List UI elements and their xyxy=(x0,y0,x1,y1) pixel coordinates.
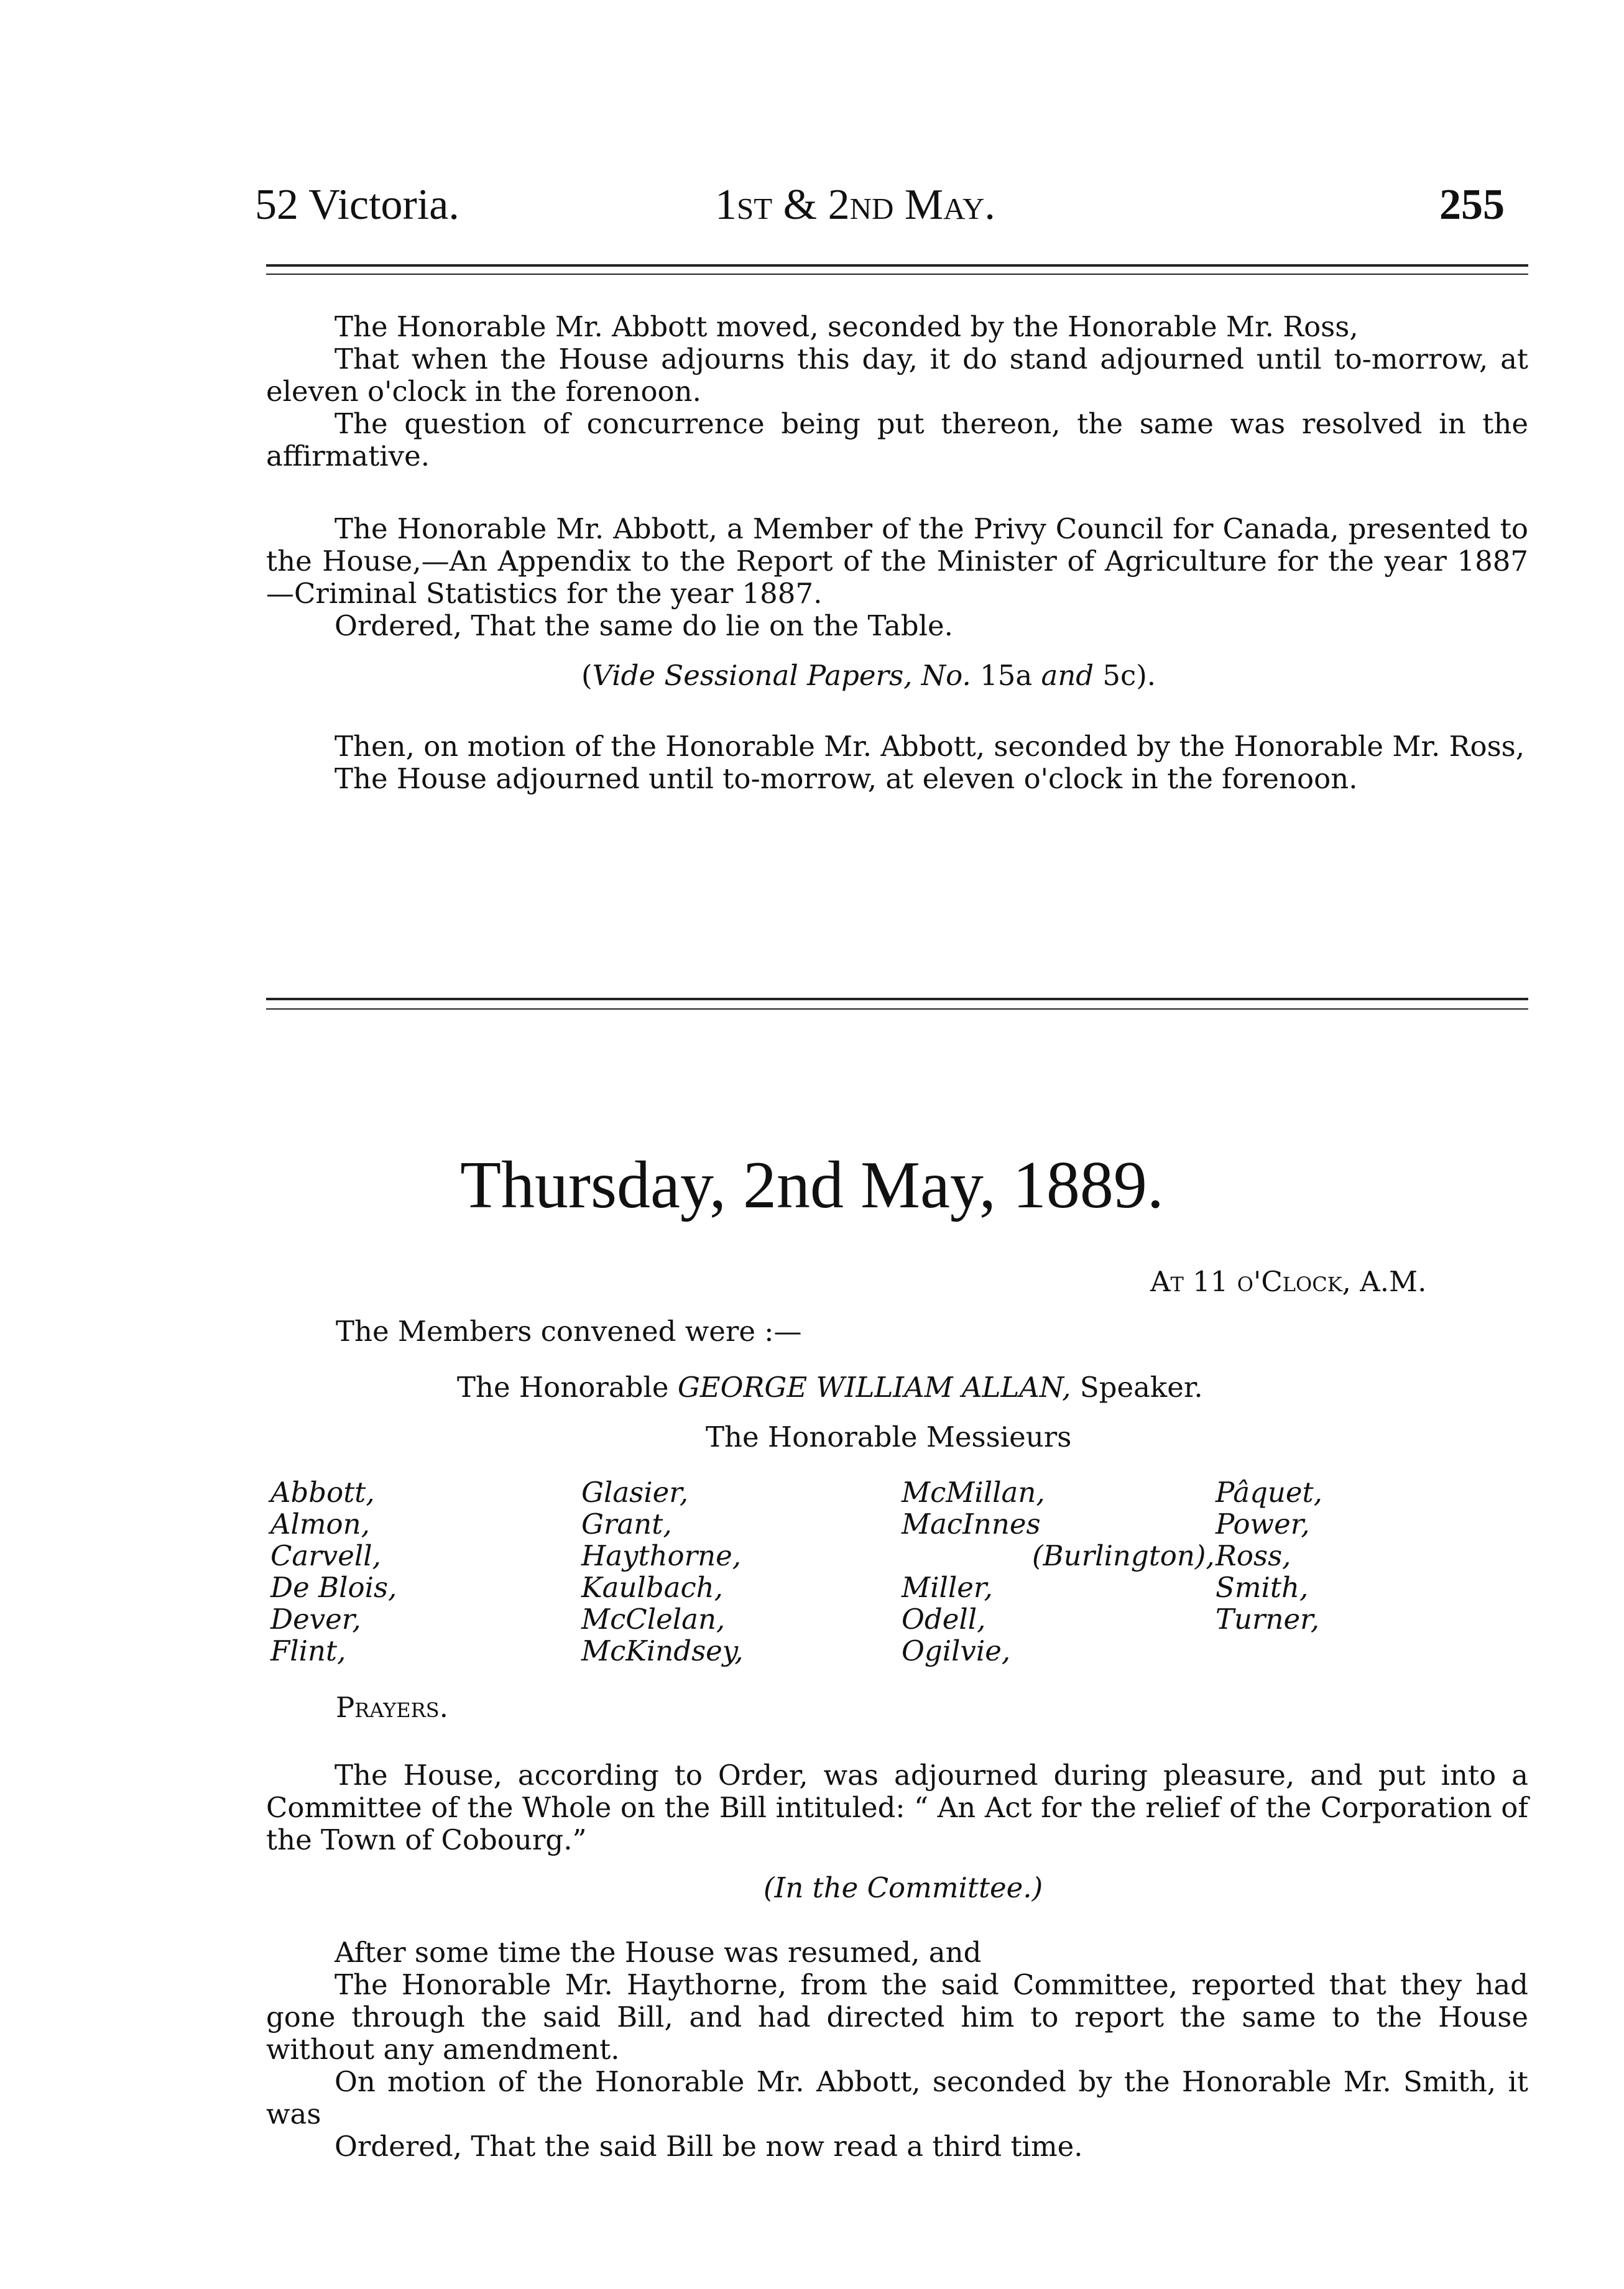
member-name: Glasier, xyxy=(581,1476,689,1509)
member-name: Miller, xyxy=(902,1571,993,1604)
paragraph: Ordered, That the said Bill be now read a third time. xyxy=(334,2130,1083,2163)
member-name: Pâquet, xyxy=(1216,1476,1322,1509)
members-column-3 xyxy=(902,1476,1215,1667)
member-name: Haythorne, xyxy=(581,1539,742,1572)
paragraph: The House, according to Order, was adjourned during pleasure, and put into a Committee of the Whole on the Bill intituled: “ An Act for the relief of the Corporation of the Town of Cobourg.” xyxy=(266,1759,1528,1856)
running-head-left: 52 Victoria. xyxy=(255,181,459,229)
vide-and: and xyxy=(1041,659,1094,692)
section-house-adjourned xyxy=(266,730,1528,795)
paragraph: Ordered, That the same do lie on the Table. xyxy=(334,609,953,642)
speaker-suffix: Speaker. xyxy=(1079,1371,1203,1404)
member-name: Almon, xyxy=(270,1508,370,1541)
members-column-2 xyxy=(581,1476,744,1667)
members-column-4 xyxy=(1216,1476,1322,1635)
sitting-date-title: Thursday, 2nd May, 1889. xyxy=(460,1148,1164,1222)
vide-sessional-papers xyxy=(581,659,1156,692)
section-adjournment-motion xyxy=(266,311,1528,472)
member-name: De Blois, xyxy=(270,1571,397,1604)
member-name: Dever, xyxy=(270,1603,361,1636)
members-convened-label: The Members convened were :— xyxy=(336,1315,802,1348)
sitting-time: At 11 o'Clock, A.M. xyxy=(1150,1265,1427,1298)
vide-label: Vide Sessional Papers, No. xyxy=(592,659,971,692)
member-name: Odell, xyxy=(902,1603,986,1636)
speaker-line xyxy=(457,1371,1203,1404)
member-name: Kaulbach, xyxy=(581,1571,723,1604)
member-name: Turner, xyxy=(1216,1603,1319,1636)
member-name: McClelan, xyxy=(581,1603,726,1636)
member-name: Carvell, xyxy=(270,1539,381,1572)
member-name: Ogilvie, xyxy=(902,1634,1011,1667)
member-name: McMillan, xyxy=(902,1476,1045,1509)
section-rule-top xyxy=(266,998,1528,1000)
paragraph: The question of concurrence being put thereon, the same was resolved in the affirmative. xyxy=(266,407,1528,472)
members-column-1 xyxy=(270,1476,397,1667)
vide-open: ( xyxy=(581,659,593,692)
messieurs-label: The Honorable Messieurs xyxy=(706,1421,1072,1453)
prayers-label: Prayers. xyxy=(336,1691,448,1724)
paragraph: The Honorable Mr. Abbott moved, seconded by the Honorable Mr. Ross, xyxy=(334,310,1359,343)
in-committee-label: (In the Committee.) xyxy=(764,1871,1043,1904)
paragraph: That when the House adjourns this day, it do stand adjourned until to-morrow, at eleven o'clock in the forenoon. xyxy=(266,343,1528,408)
paragraph: On motion of the Honorable Mr. Abbott, seconded by the Honorable Mr. Smith, it was xyxy=(266,2065,1528,2130)
vide-end: 5c). xyxy=(1102,659,1156,692)
member-name: Ross, xyxy=(1216,1539,1291,1572)
running-head-center: 1st & 2nd May. xyxy=(715,181,995,229)
header-rule-bottom xyxy=(266,274,1528,275)
paragraph: Then, on motion of the Honorable Mr. Abbott, seconded by the Honorable Mr. Ross, xyxy=(334,730,1525,763)
speaker-name: GEORGE WILLIAM ALLAN, xyxy=(677,1371,1071,1404)
member-name: Power, xyxy=(1216,1508,1310,1541)
vide-numbers: 15a xyxy=(980,659,1033,692)
section-committee-report xyxy=(266,1937,1528,2163)
section-privy-council-papers xyxy=(266,513,1528,642)
speaker-prefix: The Honorable xyxy=(457,1371,669,1404)
paragraph: After some time the House was resumed, and xyxy=(334,1936,982,1969)
member-name: MacInnes xyxy=(902,1508,1041,1541)
section-rule-bottom xyxy=(266,1008,1528,1010)
paragraph: The Honorable Mr. Haythorne, from the said Committee, reported that they had gone through the said Bill, and had directed him to report the same to the House without any amendment. xyxy=(266,1968,1528,2066)
member-name: Grant, xyxy=(581,1508,672,1541)
member-name: Smith, xyxy=(1216,1571,1309,1604)
paragraph: The House adjourned until to-morrow, at eleven o'clock in the forenoon. xyxy=(334,762,1358,795)
member-name: Abbott, xyxy=(270,1476,375,1509)
paragraph: The Honorable Mr. Abbott, a Member of the Privy Council for Canada, presented to the House,—An Appendix to the Report of the Minister of Agriculture for the year 1887—Criminal Statistics for the year 1887. xyxy=(266,512,1528,610)
page-number: 255 xyxy=(1439,181,1505,229)
member-name: Flint, xyxy=(270,1634,346,1667)
member-name: McKindsey, xyxy=(581,1634,744,1667)
header-rule-top xyxy=(266,264,1528,267)
section-committee-bill xyxy=(266,1759,1528,1856)
member-name-qualifier: (Burlington), xyxy=(1032,1539,1215,1572)
